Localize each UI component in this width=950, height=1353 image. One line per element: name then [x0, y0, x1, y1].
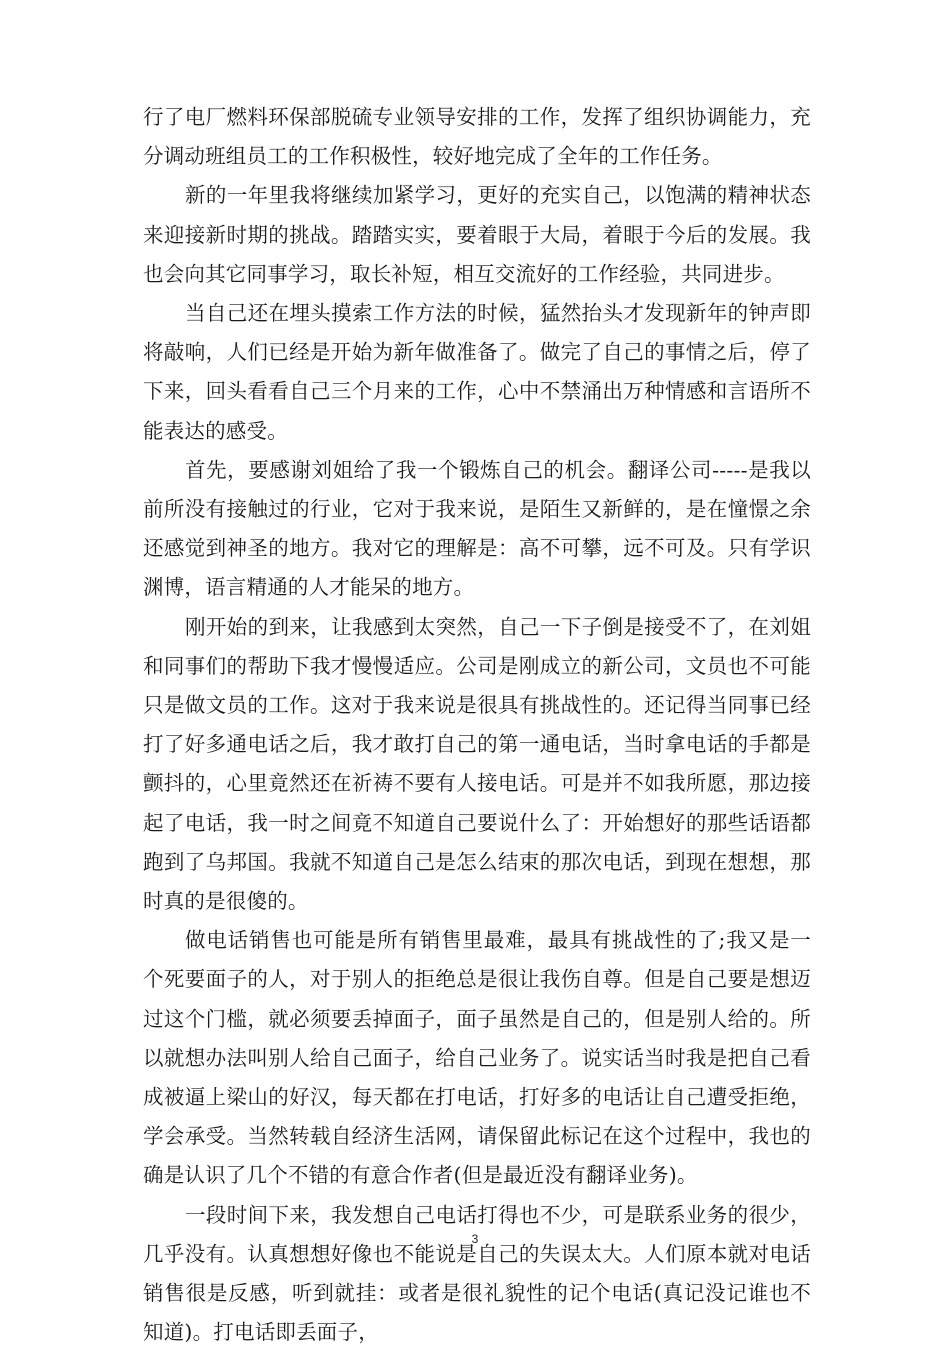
- paragraph-4: 首先，要感谢刘姐给了我一个锻炼自己的机会。翻译公司-----是我以前所没有接触过的行业，它对于我来说，是陌生又新鲜的，是在憧憬之余还感觉到神圣的地方。我对它的理解是：高不可攀，远不可及。只有学识渊博，语言精通的人才能呆的地方。: [143, 457, 811, 600]
- page-number: 3: [471, 1232, 479, 1246]
- body-text: [143, 98, 811, 1353]
- paragraph-6: 做电话销售也可能是所有销售里最难，最具有挑战性的了;我又是一个死要面子的人，对于别人的拒绝总是很让我伤自尊。但是自己要是想迈过这个门槛，就必须要丢掉面子，面子虽然是自己的，但是别人给的。所以就想办法叫别人给自己面子，给自己业务了。说实话当时我是把自己看成被逼上梁山的好汉，每天都在打电话，打好多的电话让自己遭受拒绝，学会承受。当然转载自经济生活网，请保留此标记在这个过程中，我也的确是认识了几个不错的有意合作者(但是最近没有翻译业务)。: [143, 928, 811, 1188]
- paragraph-3: 当自己还在埋头摸索工作方法的时候，猛然抬头才发现新年的钟声即将敲响，人们已经是开始为新年做准备了。做完了自己的事情之后，停了下来，回头看看自己三个月来的工作，心中不禁涌出万种情感和言语所不能表达的感受。: [143, 301, 811, 443]
- paragraph-2: 新的一年里我将继续加紧学习，更好的充实自己，以饱满的精神状态来迎接新时期的挑战。踏踏实实，要着眼于大局，着眼于今后的发展。我也会向其它同事学习，取长补短，相互交流好的工作经验，共同进步。: [143, 183, 811, 286]
- paragraph-7: 一段时间下来，我发想自己电话打得也不少，可是联系业务的很少，几乎没有。认真想想好像也不能说是自己的失误太大。人们原本就对电话销售很是反感，听到就挂：或者是很礼貌性的记个电话(真记没记谁也不知道)。打电话即丢面子，: [143, 1202, 811, 1345]
- paragraph-5: 刚开始的到来，让我感到太突然，自己一下子倒是接受不了，在刘姐和同事们的帮助下我才慢慢适应。公司是刚成立的新公司，文员也不可能只是做文员的工作。这对于我来说是很具有挑战性的。还记得当同事已经打了好多通电话之后，我才敢打自己的第一通电话，当时拿电话的手都是颤抖的，心里竟然还在祈祷不要有人接电话。可是并不如我所愿，那边接起了电话，我一时之间竟不知道自己要说什么了：开始想好的那些话语都跑到了乌邦国。我就不知道自己是怎么结束的那次电话，到现在想想，那时真的是很傻的。: [143, 614, 811, 914]
- paragraph-1: 行了电厂燃料环保部脱硫专业领导安排的工作，发挥了组织协调能力，充分调动班组员工的工作积极性，较好地完成了全年的工作任务。: [143, 105, 811, 169]
